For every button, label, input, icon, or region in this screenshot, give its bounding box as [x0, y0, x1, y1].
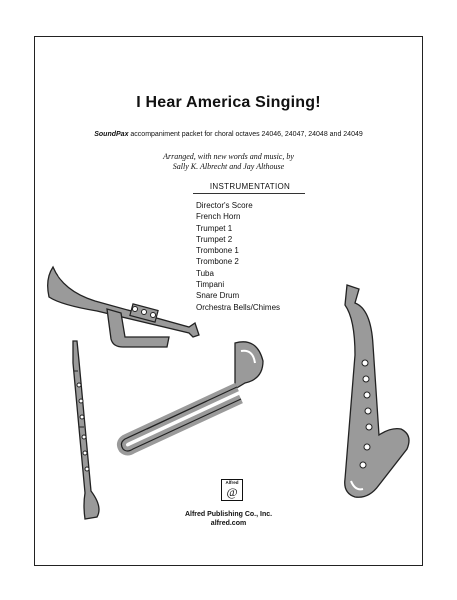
alfred-logo: [221, 479, 243, 501]
list-item: Trombone 2: [196, 257, 239, 267]
subtitle-text: accompaniment packet for choral octaves 24046, 24047, 24048 and 24049: [128, 131, 363, 138]
credits-line-2: Sally K. Albrecht and Jay Althouse: [172, 162, 285, 171]
list-item: Snare Drum: [196, 291, 240, 301]
credits-line-1: Arranged, with new words and music, by: [163, 152, 294, 161]
list-item: Orchestra Bells/Chimes: [196, 302, 281, 312]
page-title: I Hear America Singing!: [136, 94, 321, 111]
list-item: Trumpet 2: [196, 234, 233, 244]
saxophone-illustration: [319, 285, 419, 505]
publisher-info: [35, 510, 422, 528]
list-item: Director's Score: [196, 201, 253, 210]
instrumentation-heading: INSTRUMENTATION: [209, 182, 291, 191]
list-item: Trombone 1: [196, 246, 239, 256]
subtitle: [35, 131, 422, 138]
brand-name: SoundPax: [94, 131, 129, 138]
arranger-credits: [35, 152, 422, 172]
cover-page: [34, 36, 423, 566]
logo-emblem-icon: @: [226, 485, 238, 499]
publisher-name: Alfred Publishing Co., Inc.: [184, 511, 273, 518]
clarinet-illustration: [63, 341, 113, 521]
list-item: Timpani: [196, 280, 225, 290]
list-item: Tuba: [196, 268, 214, 278]
list-item: Trumpet 1: [196, 223, 233, 233]
list-item: French Horn: [196, 212, 241, 222]
trombone-illustration: [117, 337, 297, 457]
logo-word: Alfred: [225, 480, 239, 485]
heading-rule: [193, 193, 305, 194]
publisher-url: alfred.com: [210, 520, 247, 527]
